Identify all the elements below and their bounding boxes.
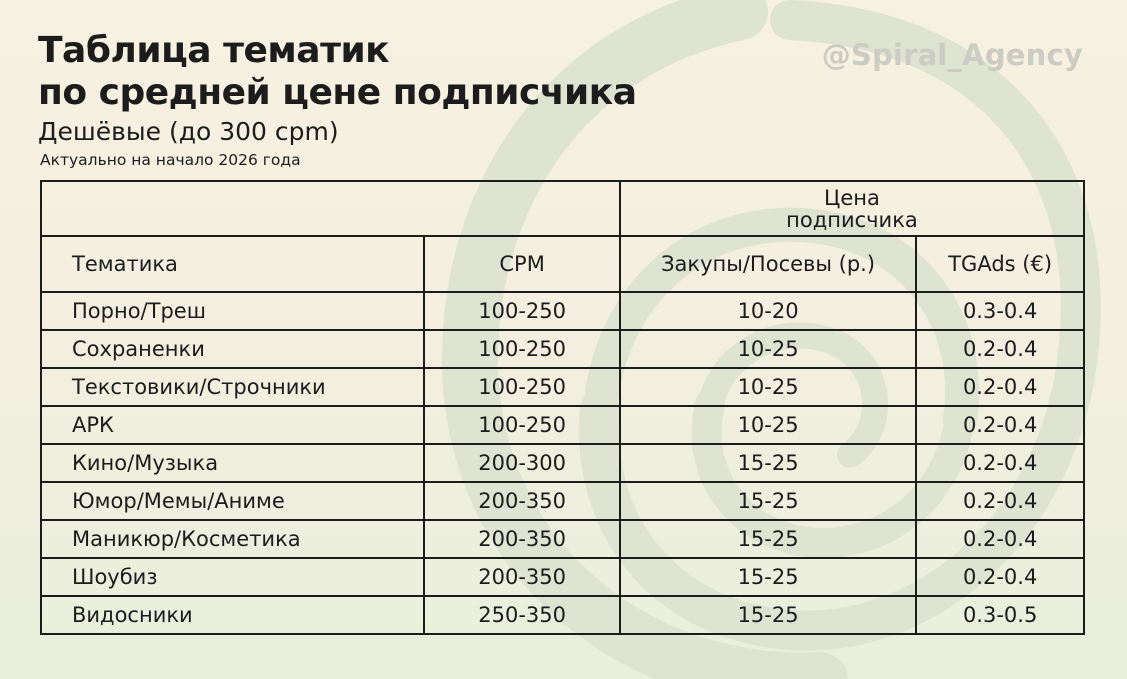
cpm-cell: 100-250 xyxy=(424,292,620,330)
cpm-cell: 200-350 xyxy=(424,520,620,558)
cpm-cell: 200-350 xyxy=(424,558,620,596)
agency-watermark: @Spiral_Agency xyxy=(821,38,1083,72)
purchases-price-cell: 15-25 xyxy=(620,558,916,596)
column-header-purchases: Закупы/Посевы (р.) xyxy=(620,236,916,292)
tgads-price-cell: 0.3-0.5 xyxy=(916,596,1084,634)
topic-cell: Видосники xyxy=(41,596,424,634)
table-row xyxy=(41,558,1084,596)
cpm-cell: 100-250 xyxy=(424,330,620,368)
date-note: Актуально на начало 2026 года xyxy=(40,151,301,169)
purchases-price-cell: 15-25 xyxy=(620,444,916,482)
empty-header-cell xyxy=(41,181,620,236)
group-header-line-2: подписчика xyxy=(786,207,918,232)
cpm-cell: 200-300 xyxy=(424,444,620,482)
table-row xyxy=(41,368,1084,406)
purchases-price-cell: 15-25 xyxy=(620,482,916,520)
topic-cell: Шоубиз xyxy=(41,558,424,596)
tgads-price-cell: 0.2-0.4 xyxy=(916,520,1084,558)
purchases-price-cell: 10-25 xyxy=(620,368,916,406)
page-subtitle: Дешёвые (до 300 cpm) xyxy=(38,117,339,146)
purchases-price-cell: 10-25 xyxy=(620,406,916,444)
tgads-price-cell: 0.2-0.4 xyxy=(916,482,1084,520)
cpm-cell: 200-350 xyxy=(424,482,620,520)
subscriber-price-group-header xyxy=(620,181,1084,236)
table-row xyxy=(41,292,1084,330)
title-line-1: Таблица тематик xyxy=(38,30,390,71)
column-header-topic: Тематика xyxy=(41,236,424,292)
topic-cell: АРК xyxy=(41,406,424,444)
topic-cell: Текстовики/Строчники xyxy=(41,368,424,406)
tgads-price-cell: 0.3-0.4 xyxy=(916,292,1084,330)
cpm-cell: 100-250 xyxy=(424,368,620,406)
price-table xyxy=(40,180,1085,635)
table-column-header-row xyxy=(41,236,1084,292)
cpm-cell: 100-250 xyxy=(424,406,620,444)
group-header-line-1: Цена xyxy=(824,185,880,210)
cpm-cell: 250-350 xyxy=(424,596,620,634)
column-header-tgads: TGAds (€) xyxy=(916,236,1084,292)
topic-cell: Порно/Треш xyxy=(41,292,424,330)
topic-cell: Кино/Музыка xyxy=(41,444,424,482)
purchases-price-cell: 15-25 xyxy=(620,520,916,558)
purchases-price-cell: 10-20 xyxy=(620,292,916,330)
tgads-price-cell: 0.2-0.4 xyxy=(916,558,1084,596)
table-row xyxy=(41,406,1084,444)
topic-cell: Сохраненки xyxy=(41,330,424,368)
topic-cell: Маникюр/Косметика xyxy=(41,520,424,558)
title-line-2: по средней цене подписчика xyxy=(38,72,637,113)
purchases-price-cell: 10-25 xyxy=(620,330,916,368)
tgads-price-cell: 0.2-0.4 xyxy=(916,368,1084,406)
table-row xyxy=(41,482,1084,520)
table-row xyxy=(41,520,1084,558)
table-row xyxy=(41,596,1084,634)
column-header-cpm: CPM xyxy=(424,236,620,292)
page-title xyxy=(38,30,637,114)
purchases-price-cell: 15-25 xyxy=(620,596,916,634)
topic-cell: Юмор/Мемы/Аниме xyxy=(41,482,424,520)
tgads-price-cell: 0.2-0.4 xyxy=(916,330,1084,368)
tgads-price-cell: 0.2-0.4 xyxy=(916,406,1084,444)
table-row xyxy=(41,444,1084,482)
table-row xyxy=(41,330,1084,368)
table-group-header-row xyxy=(41,181,1084,236)
tgads-price-cell: 0.2-0.4 xyxy=(916,444,1084,482)
table-body xyxy=(41,292,1084,634)
